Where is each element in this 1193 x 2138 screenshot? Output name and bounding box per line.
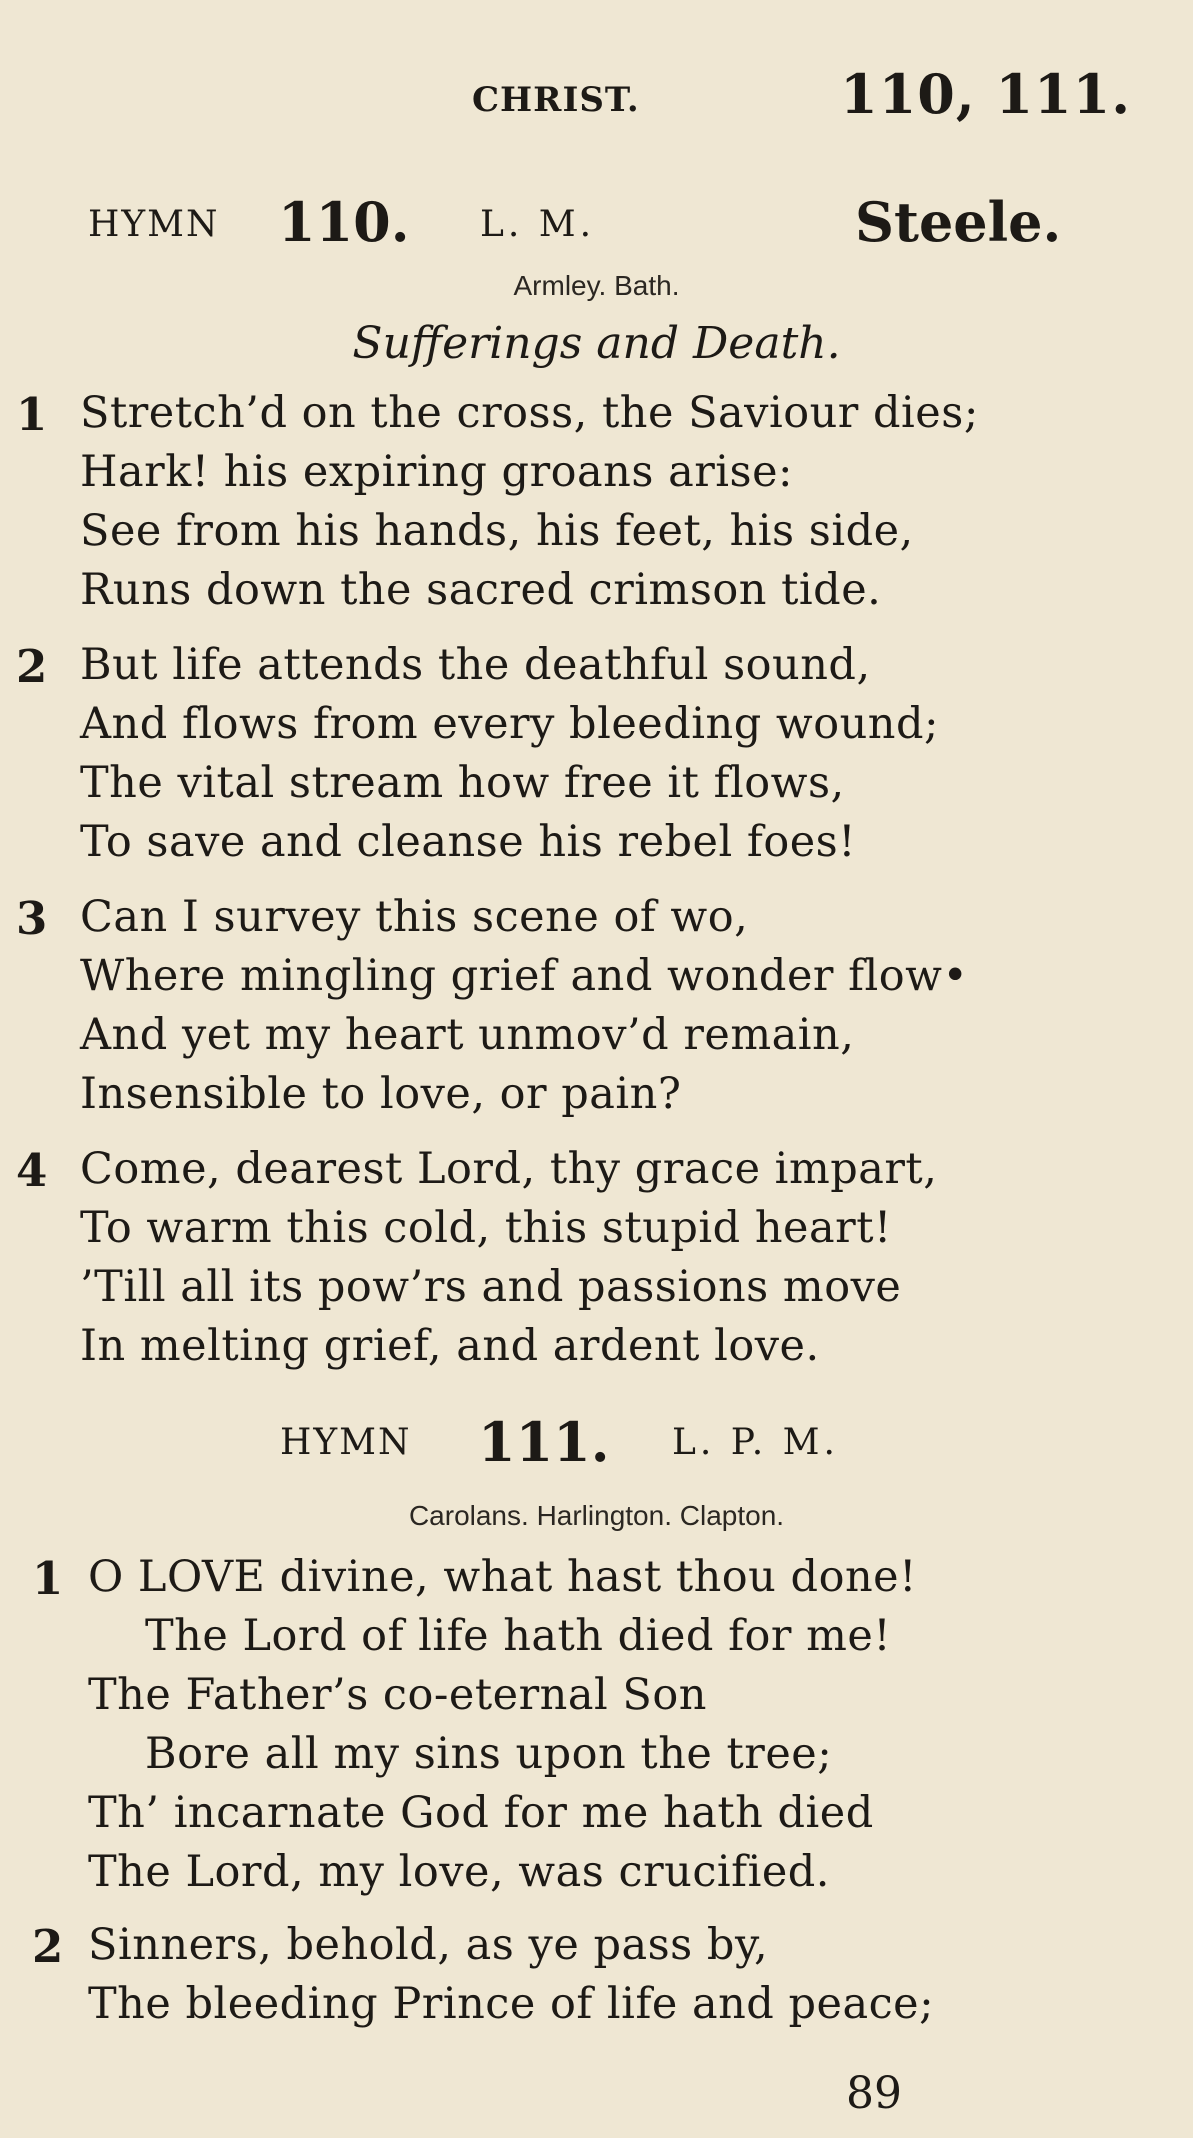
hymn-author: Steele. <box>855 190 1062 254</box>
tune-names: Carolans. Harlington. Clapton. <box>408 1500 785 1531</box>
stanza-number: 2 <box>32 1920 64 1973</box>
verse-line: Bore all my sins upon the tree; <box>145 1729 833 1779</box>
hymn-label: HYMN <box>280 1422 412 1463</box>
stanza-number: 3 <box>16 892 48 945</box>
verse-line: Come, dearest Lord, thy grace impart, <box>80 1144 938 1194</box>
verse-line: Hark! his expiring groans arise: <box>80 447 794 497</box>
hymn-metre: L. P. M. <box>672 1422 839 1463</box>
stanza-number: 2 <box>16 640 48 693</box>
verse-line: In melting grief, and ardent love. <box>80 1321 820 1371</box>
verse-line: Where mingling grief and wonder flow• <box>80 951 969 1001</box>
verse-line: And yet my heart unmov’d remain, <box>80 1010 855 1060</box>
verse-line: See from his hands, his feet, his side, <box>80 506 914 556</box>
verse-line: Can I survey this scene of wo, <box>80 892 749 942</box>
verse-line: To save and cleanse his rebel foes! <box>80 817 857 867</box>
verse-line: And flows from every bleeding wound; <box>80 699 939 749</box>
verse-line: The Lord of life hath died for me! <box>145 1611 892 1661</box>
verse-line: The vital stream how free it flows, <box>80 758 845 808</box>
verse-line: Th’ incarnate God for me hath died <box>88 1788 874 1838</box>
verse-line: Runs down the sacred crimson tide. <box>80 565 882 615</box>
hymn-subject: Sufferings and Death. <box>352 318 841 369</box>
stanza-number: 4 <box>16 1144 48 1197</box>
hymn-label: HYMN <box>88 204 220 245</box>
running-title: CHRIST. <box>472 80 640 120</box>
stanza-number: 1 <box>16 388 48 441</box>
verse-line: Stretch’d on the cross, the Saviour dies; <box>80 388 979 438</box>
page-number: 89 <box>846 2068 902 2119</box>
verse-line: Insensible to love, or pain? <box>80 1069 682 1119</box>
hymn-111-header <box>0 1410 1193 1480</box>
hymn-metre: L. M. <box>480 204 596 245</box>
hymn-number: 111. <box>478 1410 610 1474</box>
stanza-number: 1 <box>32 1552 64 1605</box>
verse-line: O LOVE divine, what hast thou done! <box>88 1552 917 1602</box>
hymn-range: 110, 111. <box>840 62 1131 126</box>
verse-line: The Lord, my love, was crucified. <box>88 1847 830 1897</box>
verse-line: Sinners, behold, as ye pass by, <box>88 1920 769 1970</box>
verse-line: The Father’s co-eternal Son <box>88 1670 707 1720</box>
verse-line: To warm this cold, this stupid heart! <box>80 1203 892 1253</box>
hymn-110-header <box>0 190 1193 260</box>
verse-line: The bleeding Prince of life and peace; <box>88 1979 935 2029</box>
verse-line: ’Till all its pow’rs and passions move <box>80 1262 902 1312</box>
verse-line: But life attends the deathful sound, <box>80 640 871 690</box>
tune-names: Armley. Bath. <box>513 270 680 301</box>
running-head <box>0 62 1193 132</box>
hymn-number: 110. <box>278 190 410 254</box>
